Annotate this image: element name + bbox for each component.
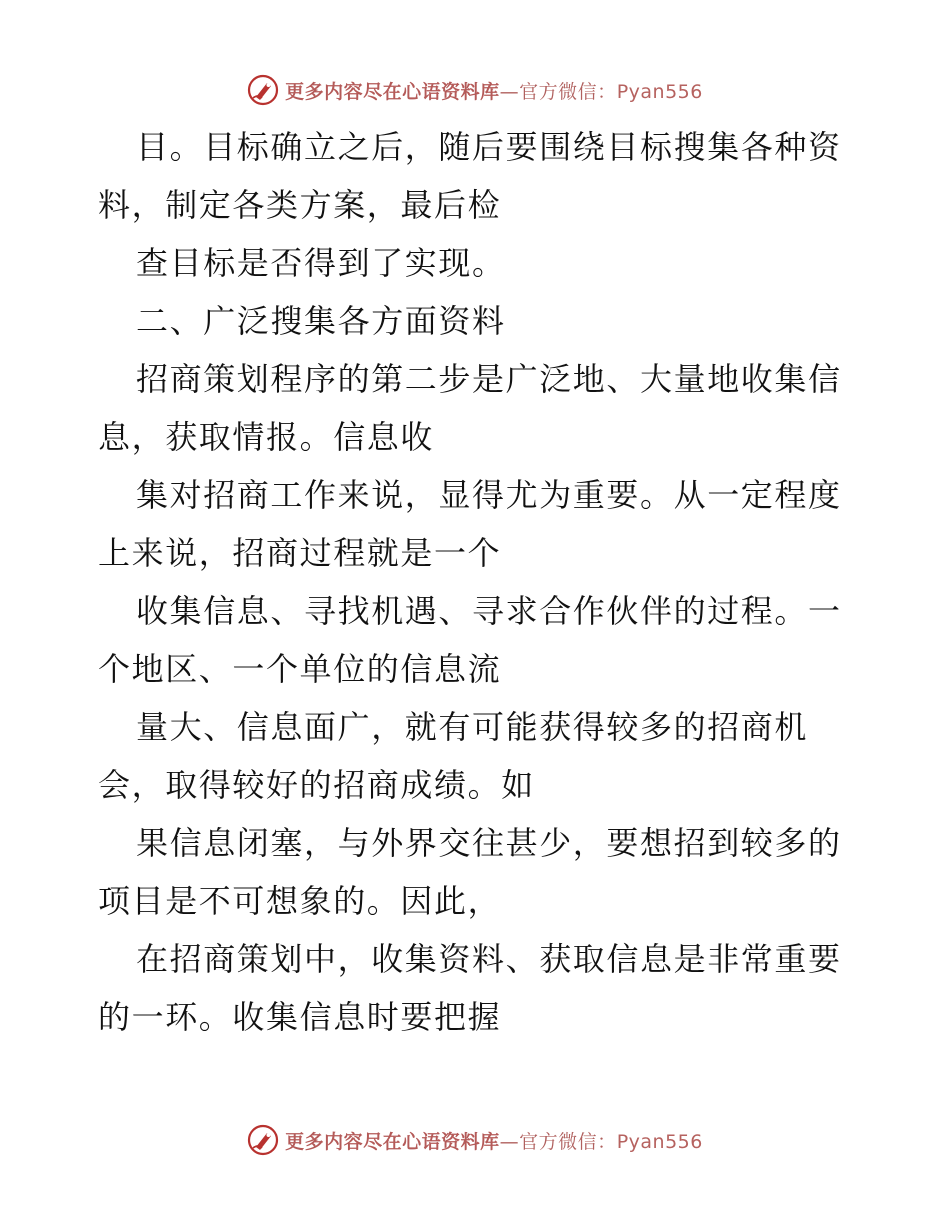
- section-heading: 二、广泛搜集各方面资料: [136, 302, 506, 340]
- paragraph: 在招商策划中，收集资料、获取信息是非常重要的一环。收集信息时要把握: [98, 940, 842, 1036]
- header-banner-text: [285, 77, 703, 104]
- paragraph: 招商策划程序的第二步是广泛地、大量地收集信息，获取情报。信息收: [98, 360, 842, 456]
- pen-nib-logo-icon: [247, 1124, 279, 1156]
- header-banner: [0, 70, 950, 110]
- paragraph: 收集信息、寻找机遇、寻求合作伙伴的过程。一个地区、一个单位的信息流: [98, 592, 842, 688]
- footer-separator: —: [499, 1130, 520, 1153]
- pen-nib-logo-icon: [247, 74, 279, 106]
- document-body: [98, 118, 858, 1046]
- header-separator: —: [499, 80, 520, 103]
- paragraph: 查目标是否得到了实现。: [136, 244, 506, 282]
- header-contact-label: 官方微信：: [519, 80, 617, 103]
- footer-contact-handle: Pyan556: [616, 1130, 703, 1153]
- paragraph: 量大、信息面广，就有可能获得较多的招商机会，取得较好的招商成绩。如: [98, 708, 809, 804]
- footer-contact-label: 官方微信：: [519, 1130, 617, 1153]
- paragraph: 目。目标确立之后，随后要围绕目标搜集各种资料，制定各类方案，最后检: [98, 128, 842, 224]
- footer-banner-text: [285, 1127, 703, 1154]
- paragraph: 集对招商工作来说，显得尤为重要。从一定程度上来说，招商过程就是一个: [98, 476, 842, 572]
- footer-banner: [0, 1120, 950, 1160]
- paragraph: 果信息闭塞，与外界交往甚少，要想招到较多的项目是不可想象的。因此，: [98, 824, 842, 920]
- footer-brand: 更多内容尽在心语资料库: [285, 1130, 500, 1153]
- header-brand: 更多内容尽在心语资料库: [285, 80, 500, 103]
- header-contact-handle: Pyan556: [616, 80, 703, 103]
